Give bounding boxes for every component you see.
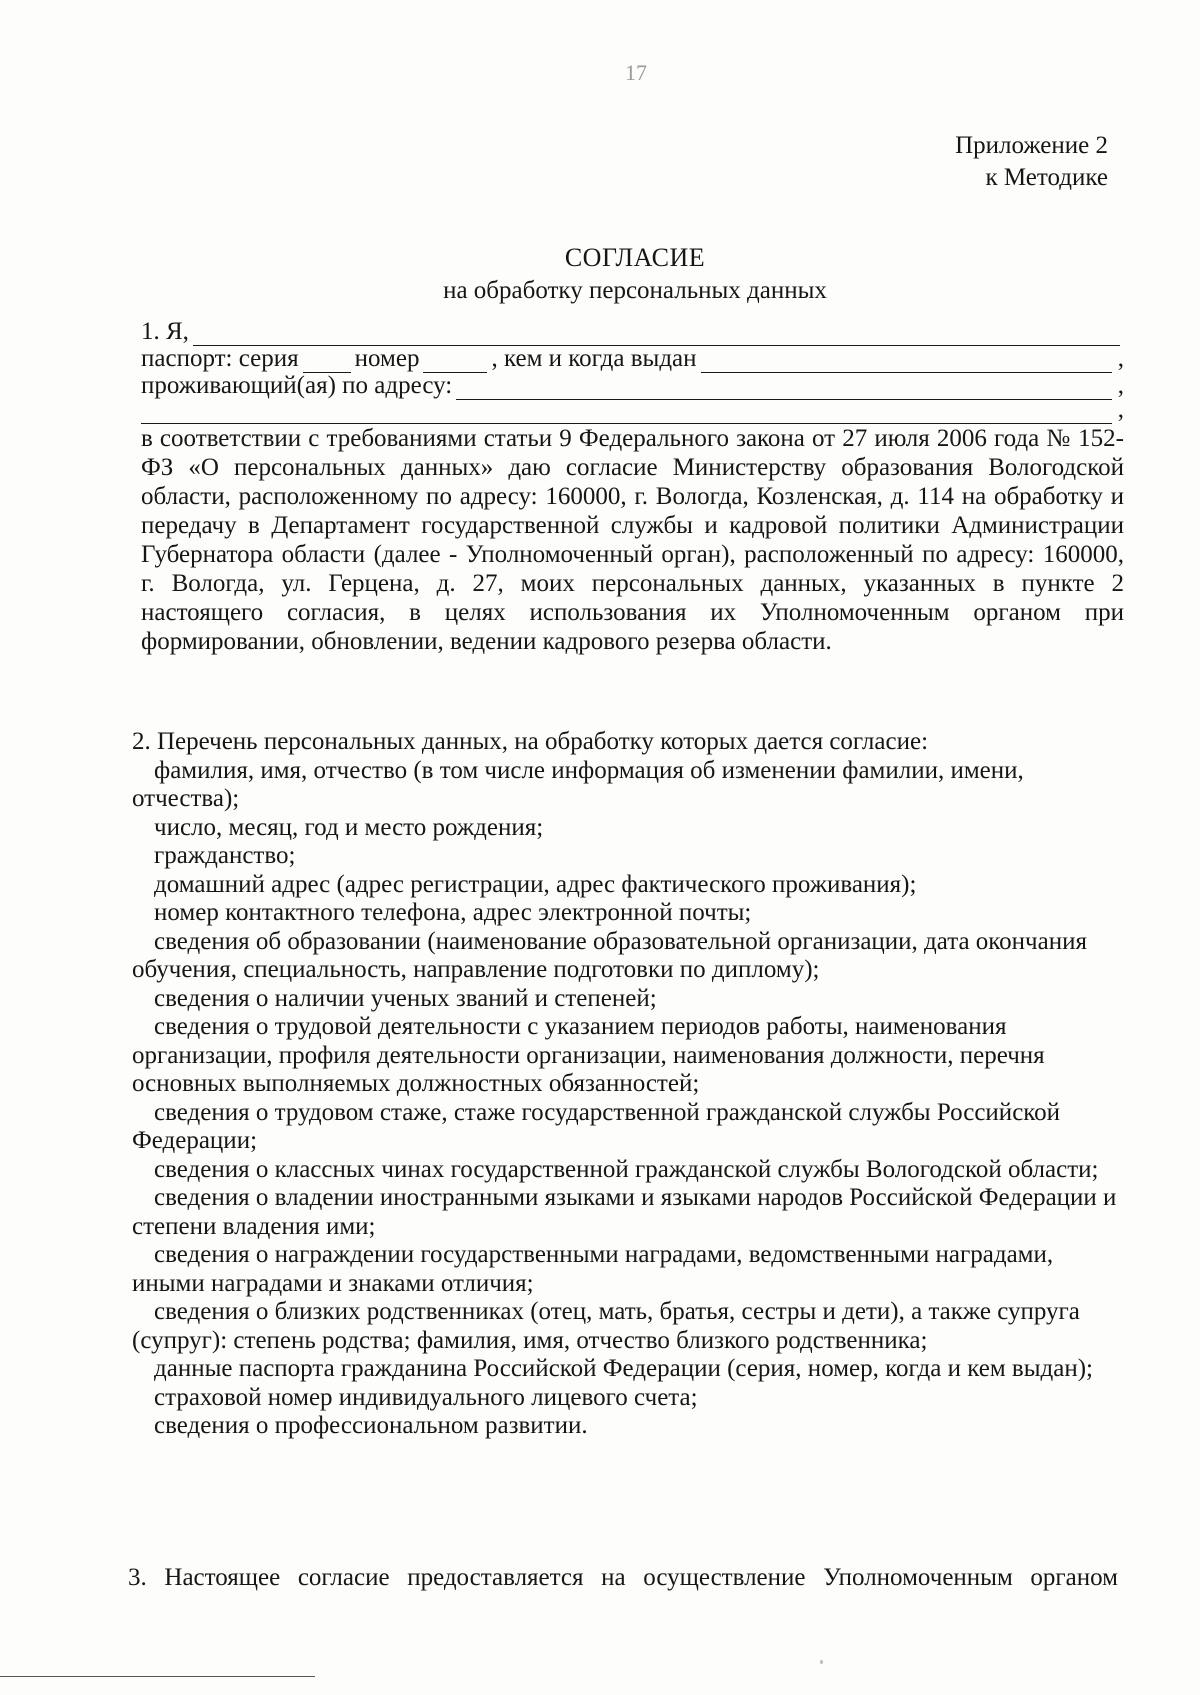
list-item: сведения о классных чинах государственной гражданской службы Вологодской области; [154, 1155, 1099, 1183]
passport-row [141, 345, 1124, 373]
title-block [140, 242, 1130, 308]
list-item: данные паспорта гражданина Российской Федерации (серия, номер, когда и кем выдан); [154, 1355, 1093, 1382]
appendix-header [955, 130, 1108, 194]
i-label: 1. Я, [141, 318, 189, 345]
page-number: 17 [625, 60, 647, 85]
address-blank-2[interactable] [141, 401, 1112, 424]
scan-speck [820, 1660, 823, 1664]
comma: , [1117, 345, 1124, 372]
passport-series-blank[interactable] [303, 350, 351, 373]
passport-series-label: паспорт: серия [141, 345, 299, 372]
passport-number-label: номер [354, 345, 420, 372]
section-2-title: 2. Перечень персональных данных, на обработку которых дается согласие: [132, 728, 929, 755]
list-item: номер контактного телефона, адрес электронной почты; [154, 899, 752, 926]
list-item: сведения о трудовой деятельности с указанием периодов работы, наименования организации, профиля деятельности организации, наименования должности, перечня основных выполняемых должностных обязанностей; [132, 1013, 1045, 1097]
name-row [141, 318, 1124, 346]
comma: , [1117, 372, 1124, 399]
document-subtitle: на обработку персональных данных [443, 277, 827, 304]
full-name-blank[interactable] [193, 323, 1120, 346]
appendix-line-2: к Методике [985, 164, 1108, 191]
list-item: гражданство; [154, 842, 296, 869]
list-item: число, месяц, год и место рождения; [154, 813, 544, 841]
appendix-line-1: Приложение 2 [955, 132, 1108, 159]
list-item: сведения об образовании (наименование образовательной организации, дата окончания обучения, специальность, направление подготовки по диплому); [132, 927, 1087, 983]
issued-by-label: , кем и когда выдан [491, 345, 697, 372]
paragraph-3: 3. Настоящее согласие предоставляется на осуществление Уполномоченным органом [128, 1564, 1118, 1591]
document-title: СОГЛАСИЕ [564, 243, 706, 272]
paragraph-1: в соответствии с требованиями статьи 9 Федерального закона от 27 июля 2006 года № 152-ФЗ «О персональных данных» даю согласие Министерству образования Вологодской области, расположенному по адресу: 160000, г. Вологда, Козленская, д. 114 на обработку и передачу в Департамент государственной службы и кадровой политики Администрации Губернатора области (далее - Уполномоченный орган), расположенный по адресу: 160000, г. Вологда, ул. Герцена, д. 27, моих персональных данных, указанных в пункте 2 настоящего согласия, в целях использования их Уполномоченным органом при формировании, обновлении, ведении кадрового резерва области. [141, 425, 1124, 655]
list-item: сведения о профессиональном развитии. [154, 1412, 588, 1439]
footnote-separator [0, 1676, 315, 1677]
list-item: фамилия, имя, отчество (в том числе информация об изменении фамилии, имени, отчества); [132, 756, 1024, 812]
list-item: сведения о наличии ученых званий и степеней; [154, 984, 657, 1012]
comma: , [1117, 396, 1124, 423]
personal-data-list [132, 728, 1132, 1441]
residing-label: проживающий(ая) по адресу: [141, 372, 453, 399]
list-item: сведения о владении иностранными языками и языками народов Российской Федерации и степени владения ими; [132, 1184, 1117, 1240]
passport-number-blank[interactable] [423, 350, 487, 373]
list-item: сведения о награждении государственными наградами, ведомственными наградами, иными наградами и знаками отличия; [132, 1241, 1054, 1297]
list-item: страховой номер индивидуального лицевого счета; [154, 1383, 698, 1411]
address-row-2 [141, 396, 1124, 424]
list-item: сведения о близких родственниках (отец, мать, братья, сестры и дети), а также супруга (супруг): степень родства; фамилия, имя, отчество близкого родственника; [132, 1298, 1080, 1354]
list-item: сведения о трудовом стаже, стаже государственной гражданской службы Российской Федерации; [132, 1098, 1061, 1154]
issued-by-blank[interactable] [701, 350, 1112, 373]
list-item: домашний адрес (адрес регистрации, адрес фактического проживания); [154, 870, 917, 898]
